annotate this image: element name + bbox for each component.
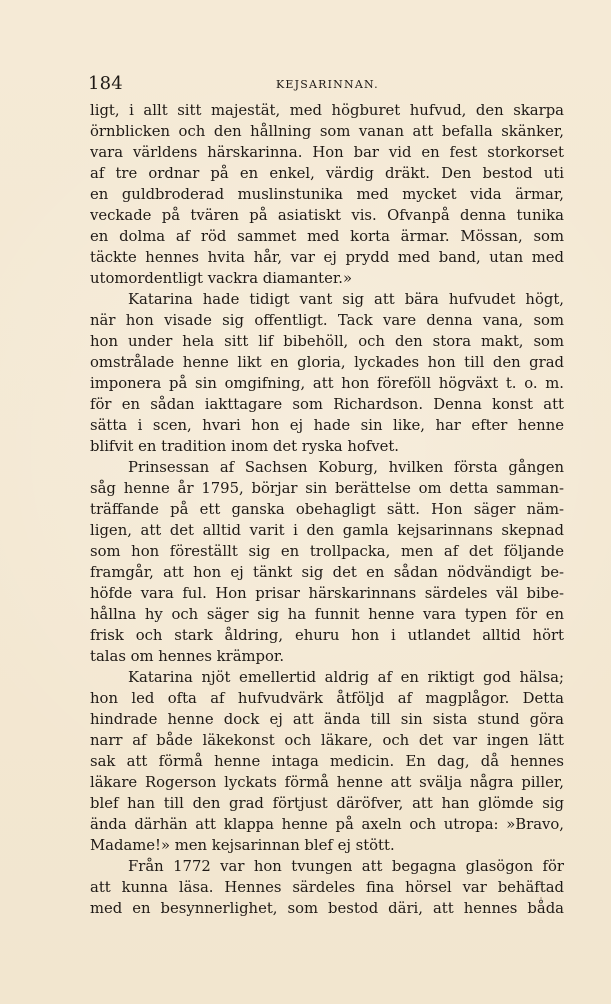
text-line: talas om hennes krämpor. xyxy=(90,648,285,665)
text-line: en guldbroderad muslinstunika med mycket vida ärmar, xyxy=(90,186,564,203)
text-line: höfde vara ful. Hon prisar härskarinnans särdeles väl bibe- xyxy=(90,585,564,602)
text-line: vara världens härskarinna. Hon bar vid en fest storkorset xyxy=(90,144,564,161)
text-line: hindrade henne dock ej att ända till sin sista stund göra xyxy=(90,711,564,728)
paper-speck xyxy=(540,897,542,899)
text-line: läkare Rogerson lyckats förmå henne att svälja några piller, xyxy=(90,774,564,791)
text-line: ända därhän att klappa henne på axeln och utropa: »Bravo, xyxy=(90,816,564,833)
text-line: veckade på tvären på asiatiskt vis. Ofvanpå denna tunika xyxy=(90,207,564,224)
text-line: träffande på ett ganska obehagligt sätt. Hon säger näm- xyxy=(90,501,564,518)
body-text xyxy=(90,100,564,917)
text-line: ligt, i allt sitt majestät, med högburet hufvud, den skarpa xyxy=(90,102,564,119)
text-line: ligen, att det alltid varit i den gamla kejsarinnans skepnad xyxy=(90,522,564,539)
text-line: hon under hela sitt lif bibehöll, och den stora makt, som xyxy=(90,333,564,350)
text-line: Madame!» men kejsarinnan blef ej stött. xyxy=(90,837,395,854)
running-head: KEJSARINNAN. xyxy=(276,78,379,91)
text-line: narr af både läkekonst och läkare, och det var ingen lätt xyxy=(90,732,564,749)
paragraph-start-line: Katarina hade tidigt vant sig att bära hufvudet högt, xyxy=(128,291,564,308)
text-line: omstrålade henne likt en gloria, lyckades hon till den grad xyxy=(90,354,564,371)
paragraph-start-line: Prinsessan af Sachsen Koburg, hvilken första gången xyxy=(128,459,564,476)
text-line: som hon föreställt sig en trollpacka, men af det följande xyxy=(90,543,564,560)
text-line: utomordentligt vackra diamanter.» xyxy=(90,270,353,287)
text-line: frisk och stark åldring, ehuru hon i utlandet alltid hört xyxy=(90,627,564,644)
text-line: för en sådan iakttagare som Richardson. Denna konst att xyxy=(90,396,564,413)
text-line: att kunna läsa. Hennes särdeles fina hörsel var behäftad xyxy=(90,879,564,896)
paragraph-start-line: Katarina njöt emellertid aldrig af en riktigt god hälsa; xyxy=(128,669,564,686)
text-line: såg henne år 1795, börjar sin berättelse om detta samman- xyxy=(90,480,564,497)
text-line: hon led ofta af hufvudvärk åtföljd af magplågor. Detta xyxy=(90,690,564,707)
text-line: imponera på sin omgifning, att hon föreföll högväxt t. o. m. xyxy=(90,375,564,392)
text-line: blef han till den grad förtjust däröfver, att han glömde sig xyxy=(90,795,564,812)
text-line: blifvit en tradition inom det ryska hofvet. xyxy=(90,438,399,455)
text-line: af tre ordnar på en enkel, värdig dräkt. Den bestod uti xyxy=(90,165,564,182)
text-line: en dolma af röd sammet med korta ärmar. Mössan, som xyxy=(90,228,564,245)
text-line: med en besynnerlighet, som bestod däri, att hennes båda xyxy=(90,900,564,917)
text-line: sak att förmå henne intaga medicin. En dag, då hennes xyxy=(90,753,564,770)
paragraph-start-line: Från 1772 var hon tvungen att begagna glasögon för xyxy=(128,858,564,875)
page-number: 184 xyxy=(88,73,123,94)
text-line: örnblicken och den hållning som vanan att befalla skänker, xyxy=(90,123,564,140)
text-line: när hon visade sig offentligt. Tack vare denna vana, som xyxy=(90,312,564,329)
text-line: täckte hennes hvita hår, var ej prydd med band, utan med xyxy=(90,249,564,266)
page-header xyxy=(88,73,562,95)
text-line: framgår, att hon ej tänkt sig det en sådan nödvändigt be- xyxy=(90,564,564,581)
text-line: hållna hy och säger sig ha funnit henne vara typen för en xyxy=(90,606,564,623)
text-line: sätta i scen, hvari hon ej hade sin like, har efter henne xyxy=(90,417,564,434)
